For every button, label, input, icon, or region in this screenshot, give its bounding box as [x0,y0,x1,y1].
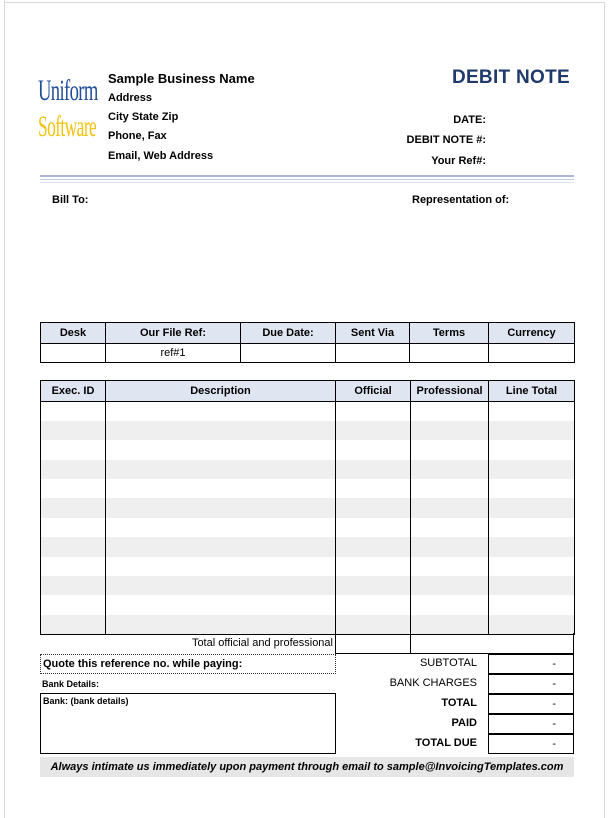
exec-id-cell[interactable] [41,557,106,576]
description-cell[interactable] [106,498,336,517]
table-row [41,595,575,614]
subtotal-label: SUBTOTAL [419,657,477,669]
header-divider [40,175,574,177]
official-cell[interactable] [336,595,411,614]
exec-id-cell[interactable] [41,498,106,517]
page-border-right [604,2,605,818]
header-exec-id: Exec. ID [41,381,106,402]
table-row [41,460,575,479]
professional-cell[interactable] [411,576,489,595]
description-cell[interactable] [106,440,336,459]
exec-id-cell[interactable] [41,460,106,479]
line-total-cell[interactable] [489,557,575,576]
description-cell[interactable] [106,576,336,595]
line-total-cell[interactable] [489,421,575,440]
description-cell[interactable] [106,518,336,537]
table-row [41,557,575,576]
table-row [41,518,575,537]
bank-charges-label: BANK CHARGES [389,677,477,689]
terms-value[interactable] [410,344,489,363]
paid-value[interactable]: - [488,714,574,734]
exec-id-cell[interactable] [41,537,106,556]
official-cell[interactable] [336,518,411,537]
file-ref-value[interactable]: ref#1 [106,344,241,363]
description-cell[interactable] [106,479,336,498]
description-cell[interactable] [106,615,336,634]
official-cell[interactable] [336,615,411,634]
your-ref-label: Your Ref#: [431,155,486,167]
header-currency: Currency [489,323,575,344]
page-border-left [4,0,5,818]
company-logo [38,76,110,156]
table-row [41,615,575,634]
page-border-top [4,2,604,3]
line-total-cell[interactable] [489,460,575,479]
business-phone: Phone, Fax [108,130,167,142]
professional-cell[interactable] [411,518,489,537]
description-cell[interactable] [106,421,336,440]
total-professional-cell[interactable] [410,633,574,654]
official-cell[interactable] [336,421,411,440]
bank-details-label: Bank Details: [42,679,100,689]
total-official-professional-label: Total official and professional [191,637,333,649]
line-total-cell[interactable] [489,498,575,517]
payment-footer-note: Always intimate us immediately upon payment through email to sample@InvoicingTemplates.com [40,757,574,777]
header-terms: Terms [410,323,489,344]
paid-label: PAID [451,717,477,729]
bank-details-value: Bank: (bank details) [43,696,129,706]
logo-line-uniform: Uniform [38,74,98,107]
table-row [41,498,575,517]
header-description: Description [106,381,336,402]
representation-of-label: Representation of: [412,194,510,206]
table-row [41,479,575,498]
total-value[interactable]: - [488,694,574,714]
business-city: City State Zip [108,111,179,123]
official-cell[interactable] [336,460,411,479]
total-label: TOTAL [441,697,477,709]
header-file-ref: Our File Ref: [106,323,241,344]
total-official-professional-row [40,633,574,654]
reference-info-table [40,322,575,363]
description-cell[interactable] [106,402,336,421]
table-row [41,402,575,421]
professional-cell[interactable] [411,421,489,440]
exec-id-cell[interactable] [41,421,106,440]
header-sent-via: Sent Via [336,323,410,344]
line-total-cell[interactable] [489,440,575,459]
line-total-cell[interactable] [489,518,575,537]
exec-id-cell[interactable] [41,402,106,421]
description-cell[interactable] [106,595,336,614]
professional-cell[interactable] [411,498,489,517]
professional-cell[interactable] [411,402,489,421]
official-cell[interactable] [336,440,411,459]
business-name: Sample Business Name [108,71,255,86]
professional-cell[interactable] [411,595,489,614]
official-cell[interactable] [336,402,411,421]
description-cell[interactable] [106,557,336,576]
line-total-cell[interactable] [489,615,575,634]
professional-cell[interactable] [411,615,489,634]
exec-id-cell[interactable] [41,440,106,459]
date-label: DATE: [453,114,486,126]
professional-cell[interactable] [411,557,489,576]
exec-id-cell[interactable] [41,576,106,595]
line-items-table [40,380,575,635]
desk-value[interactable] [41,344,106,363]
business-email: Email, Web Address [108,150,214,162]
exec-id-cell[interactable] [41,518,106,537]
table-row [41,576,575,595]
logo-line-software: Software [38,110,97,143]
sent-via-value[interactable] [336,344,410,363]
header-desk: Desk [41,323,106,344]
header-due-date: Due Date: [241,323,336,344]
total-due-label: TOTAL DUE [415,737,477,749]
description-cell[interactable] [106,537,336,556]
exec-id-cell[interactable] [41,479,106,498]
exec-id-cell[interactable] [41,595,106,614]
line-total-cell[interactable] [489,479,575,498]
document-title: DEBIT NOTE [451,67,570,88]
table-row [41,537,575,556]
header-divider-2 [40,179,574,180]
professional-cell[interactable] [411,479,489,498]
subtotal-value[interactable]: - [488,654,574,674]
table-row [41,421,575,440]
total-official-cell[interactable] [335,633,410,654]
line-total-cell[interactable] [489,595,575,614]
official-cell[interactable] [336,498,411,517]
line-total-cell[interactable] [489,576,575,595]
official-cell[interactable] [336,537,411,556]
bank-details-box[interactable] [40,693,336,754]
business-address: Address [108,92,153,104]
total-due-value[interactable]: - [488,734,574,754]
professional-cell[interactable] [411,537,489,556]
exec-id-cell[interactable] [41,615,106,634]
line-total-cell[interactable] [489,402,575,421]
bank-charges-value[interactable]: - [488,674,574,694]
official-cell[interactable] [336,557,411,576]
debit-note-number-label: DEBIT NOTE #: [406,134,486,146]
official-cell[interactable] [336,479,411,498]
header-official: Official [336,381,411,402]
header-professional: Professional [411,381,489,402]
header-line-total: Line Total [489,381,575,402]
line-total-cell[interactable] [489,537,575,556]
table-row [41,440,575,459]
due-date-value[interactable] [241,344,336,363]
line-items-body [41,402,575,635]
currency-value[interactable] [489,344,575,363]
bill-to-label: Bill To: [52,194,89,206]
professional-cell[interactable] [411,440,489,459]
description-cell[interactable] [106,460,336,479]
official-cell[interactable] [336,576,411,595]
header-divider-3 [40,182,574,183]
quote-reference-note: Quote this reference no. while paying: [40,654,336,674]
professional-cell[interactable] [411,460,489,479]
